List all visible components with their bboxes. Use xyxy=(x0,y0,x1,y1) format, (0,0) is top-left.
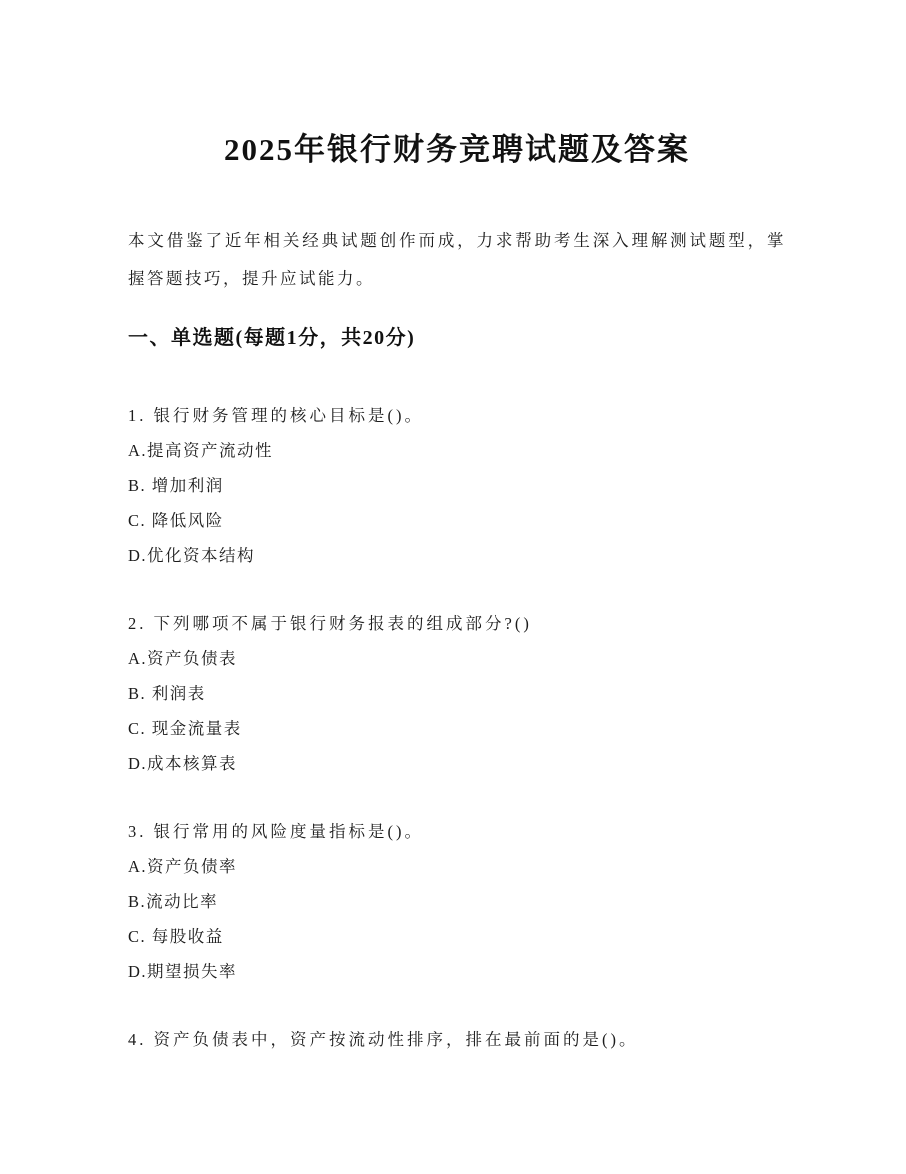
option-item: C. 每股收益 xyxy=(128,927,224,946)
option-item: B. 增加利润 xyxy=(128,476,224,495)
option-item: D.成本核算表 xyxy=(128,754,238,773)
question-stem: 3. 银行常用的风险度量指标是()。 xyxy=(128,822,424,841)
section-heading: 一、单选题(每题1分，共20分) xyxy=(128,327,416,349)
question-list xyxy=(128,398,786,1057)
question-stem: 4. 资产负债表中，资产按流动性排序，排在最前面的是()。 xyxy=(128,1030,639,1049)
option-item: D.期望损失率 xyxy=(128,962,238,981)
question-block-1 xyxy=(128,398,786,573)
option-item: D.优化资本结构 xyxy=(128,546,256,565)
option-item: C. 现金流量表 xyxy=(128,719,242,738)
option-item: A.资产负债表 xyxy=(128,649,238,668)
option-item: B.流动比率 xyxy=(128,892,219,911)
question-block-2 xyxy=(128,606,786,781)
option-item: A.提高资产流动性 xyxy=(128,441,274,460)
intro-paragraph: 本文借鉴了近年相关经典试题创作而成，力求帮助考生深入理解测试题型，掌握答题技巧，提升应试能力。 xyxy=(128,231,786,288)
question-stem: 1. 银行财务管理的核心目标是()。 xyxy=(128,406,424,425)
question-stem: 2. 下列哪项不属于银行财务报表的组成部分?() xyxy=(128,614,532,633)
document-title: 2025年银行财务竞聘试题及答案 xyxy=(224,132,690,167)
question-block-3 xyxy=(128,814,786,989)
option-item: B. 利润表 xyxy=(128,684,206,703)
option-item: A.资产负债率 xyxy=(128,857,238,876)
question-block-4 xyxy=(128,1022,786,1057)
option-item: C. 降低风险 xyxy=(128,511,224,530)
